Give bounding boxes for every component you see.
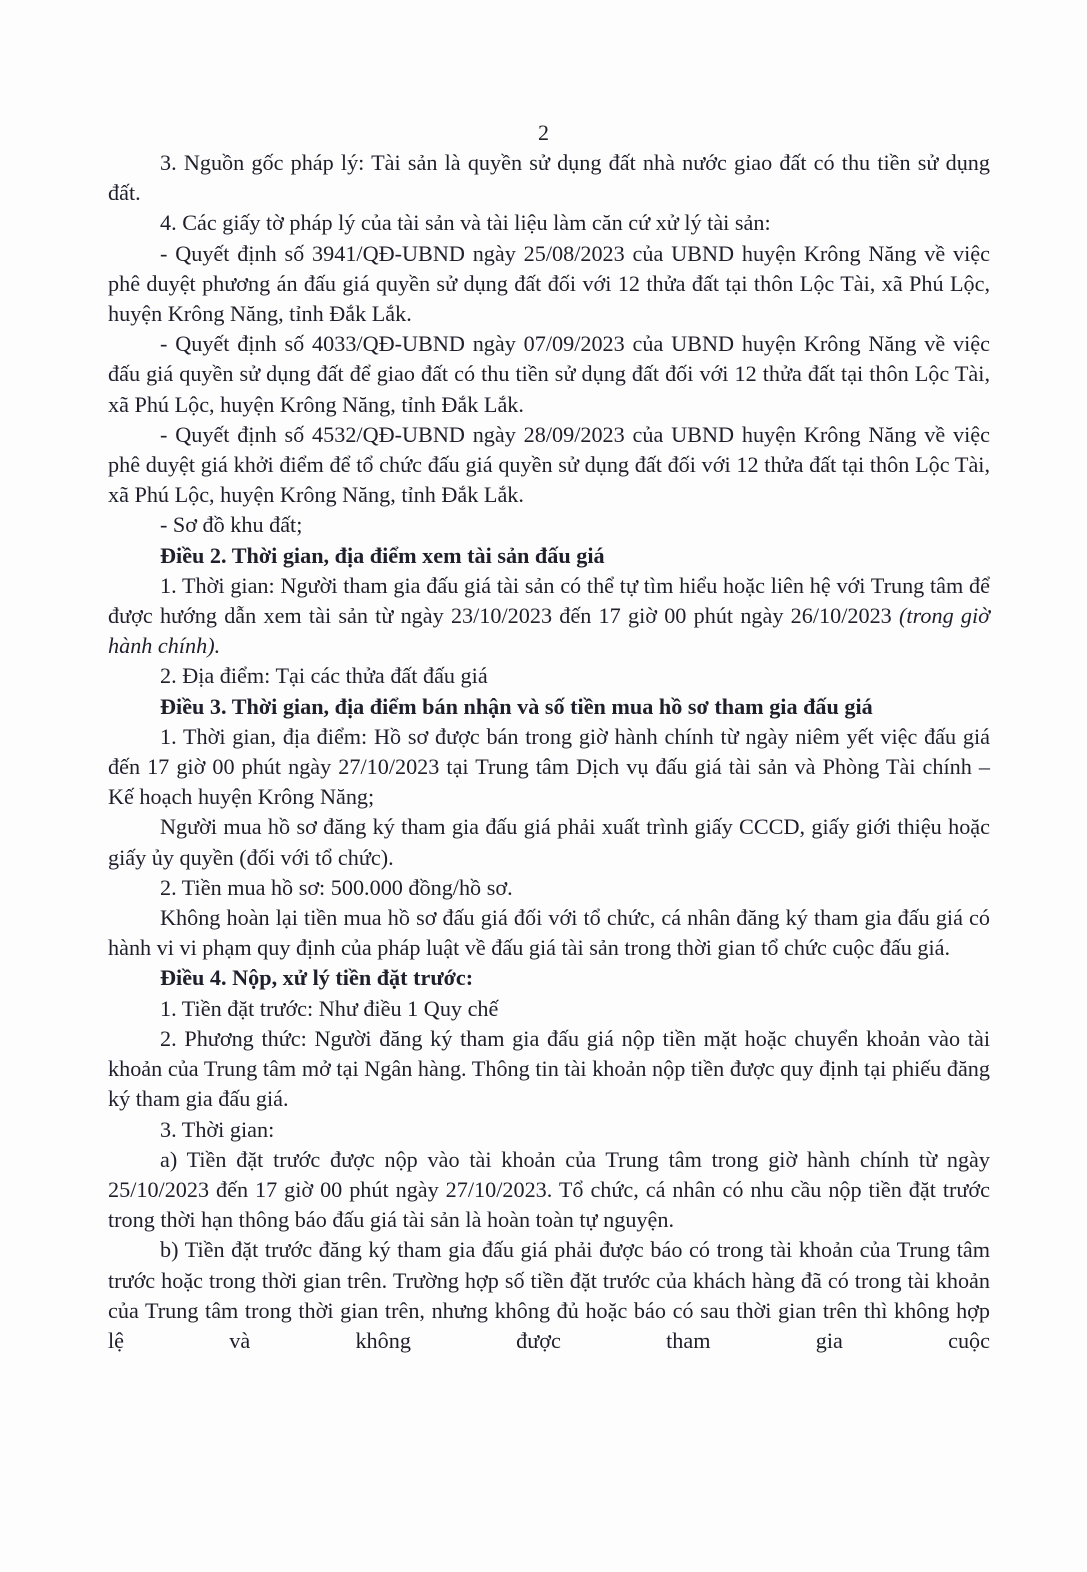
paragraph-payment-method: 2. Phương thức: Người đăng ký tham gia đấu giá nộp tiền mặt hoặc chuyển khoản vào tài khoản của Trung tâm mở tại Ngân hàng. Thông tin tài khoản nộp tiền được quy định tại phiếu đăng ký tham gia đấu giá. (108, 1025, 990, 1112)
page-number: 2 (538, 120, 549, 145)
viewing-time-note: (trong giờ hành chính). (108, 603, 990, 659)
paragraph-decision-4033: - Quyết định số 4033/QĐ-UBND ngày 07/09/2023 của UBND huyện Krông Năng về việc đấu giá quyền sử dụng đất để giao đất có thu tiền sử dụng đất đối với 12 thửa đất tại thôn Lộc Tài, xã Phú Lộc, huyện Krông Năng, tỉnh Đắk Lắk. (108, 331, 990, 417)
paragraph-non-refund: Không hoàn lại tiền mua hồ sơ đấu giá đối với tổ chức, cá nhân đăng ký tham gia đấu giá có hành vi vi phạm quy định của pháp luật về đấu giá tài sản trong thời gian tổ chức cuộc đấu giá. (108, 905, 990, 961)
paragraph-buyer-identification: Người mua hồ sơ đăng ký tham gia đấu giá phải xuất trình giấy CCCD, giấy giới thiệu hoặc giấy ủy quyền (đối với tổ chức). (108, 814, 990, 870)
paragraph-deposit-time-b: b) Tiền đặt trước đăng ký tham gia đấu giá phải được báo có trong tài khoản của Trung tâm trước hoặc trong thời gian trên. Trường hợp số tiền đặt trước của khách hàng đã có trong tài khoản của Trung tâm trong thời gian trên, nhưng không đủ hoặc báo có sau thời gian trên thì không hợp lệ và không được tham gia cuộc (108, 1237, 990, 1353)
paragraph-viewing-time (108, 571, 990, 662)
paragraph-deposit-time-a: a) Tiền đặt trước được nộp vào tài khoản của Trung tâm trong giờ hành chính từ ngày 25/10/2023 đến 17 giờ 00 phút ngày 27/10/2023. Tổ chức, cá nhân có nhu cầu nộp tiền đặt trước trong thời hạn thông báo đấu giá tài sản là hoàn toàn tự nguyện. (108, 1146, 990, 1233)
paragraph-dossier-sale-time: 1. Thời gian, địa điểm: Hồ sơ được bán trong giờ hành chính từ ngày niêm yết việc đấu giá đến 17 giờ 00 phút ngày 27/10/2023 tại Trung tâm Dịch vụ đấu giá tài sản và Phòng Tài chính – Kế hoạch huyện Krông Năng; (108, 723, 990, 810)
heading-article-3: Điều 3. Thời gian, địa điểm bán nhận và số tiền mua hồ sơ tham gia đấu giá (160, 693, 873, 719)
paragraph-deposit-time: 3. Thời gian: (160, 1116, 275, 1142)
paragraph-site-map: - Sơ đồ khu đất; (160, 512, 303, 538)
paragraph-decision-3941: - Quyết định số 3941/QĐ-UBND ngày 25/08/2023 của UBND huyện Krông Năng về việc phê duyệt phương án đấu giá quyền sử dụng đất đối với 12 thửa đất tại thôn Lộc Tài, xã Phú Lộc, huyện Krông Năng, tỉnh Đắk Lắk. (108, 240, 990, 327)
paragraph-deposit-amount: 1. Tiền đặt trước: Như điều 1 Quy chế (160, 995, 499, 1021)
document-body (108, 148, 990, 1356)
paragraph-decision-4532: - Quyết định số 4532/QĐ-UBND ngày 28/09/2023 của UBND huyện Krông Năng về việc phê duyệt giá khởi điểm để tổ chức đấu giá quyền sử dụng đất đối với 12 thửa đất tại thôn Lộc Tài, xã Phú Lộc, huyện Krông Năng, tỉnh Đắk Lắk. (108, 421, 990, 508)
paragraph-legal-documents: 4. Các giấy tờ pháp lý của tài sản và tài liệu làm căn cứ xử lý tài sản: (160, 210, 771, 236)
viewing-time-text: 1. Thời gian: Người tham gia đấu giá tài sản có thể tự tìm hiểu hoặc liên hệ với Trung tâm để được hướng dẫn xem tài sản từ ngày 23/10/2023 đến 17 giờ 00 phút ngày 26/10/2023 (108, 572, 990, 629)
paragraph-legal-origin: 3. Nguồn gốc pháp lý: Tài sản là quyền sử dụng đất nhà nước giao đất có thu tiền sử dụng đất. (108, 150, 990, 206)
heading-article-2: Điều 2. Thời gian, địa điểm xem tài sản đấu giá (160, 542, 605, 568)
paragraph-dossier-fee: 2. Tiền mua hồ sơ: 500.000 đồng/hồ sơ. (160, 874, 513, 900)
paragraph-viewing-location: 2. Địa điểm: Tại các thửa đất đấu giá (160, 663, 488, 689)
heading-article-4: Điều 4. Nộp, xử lý tiền đặt trước: (160, 965, 474, 991)
